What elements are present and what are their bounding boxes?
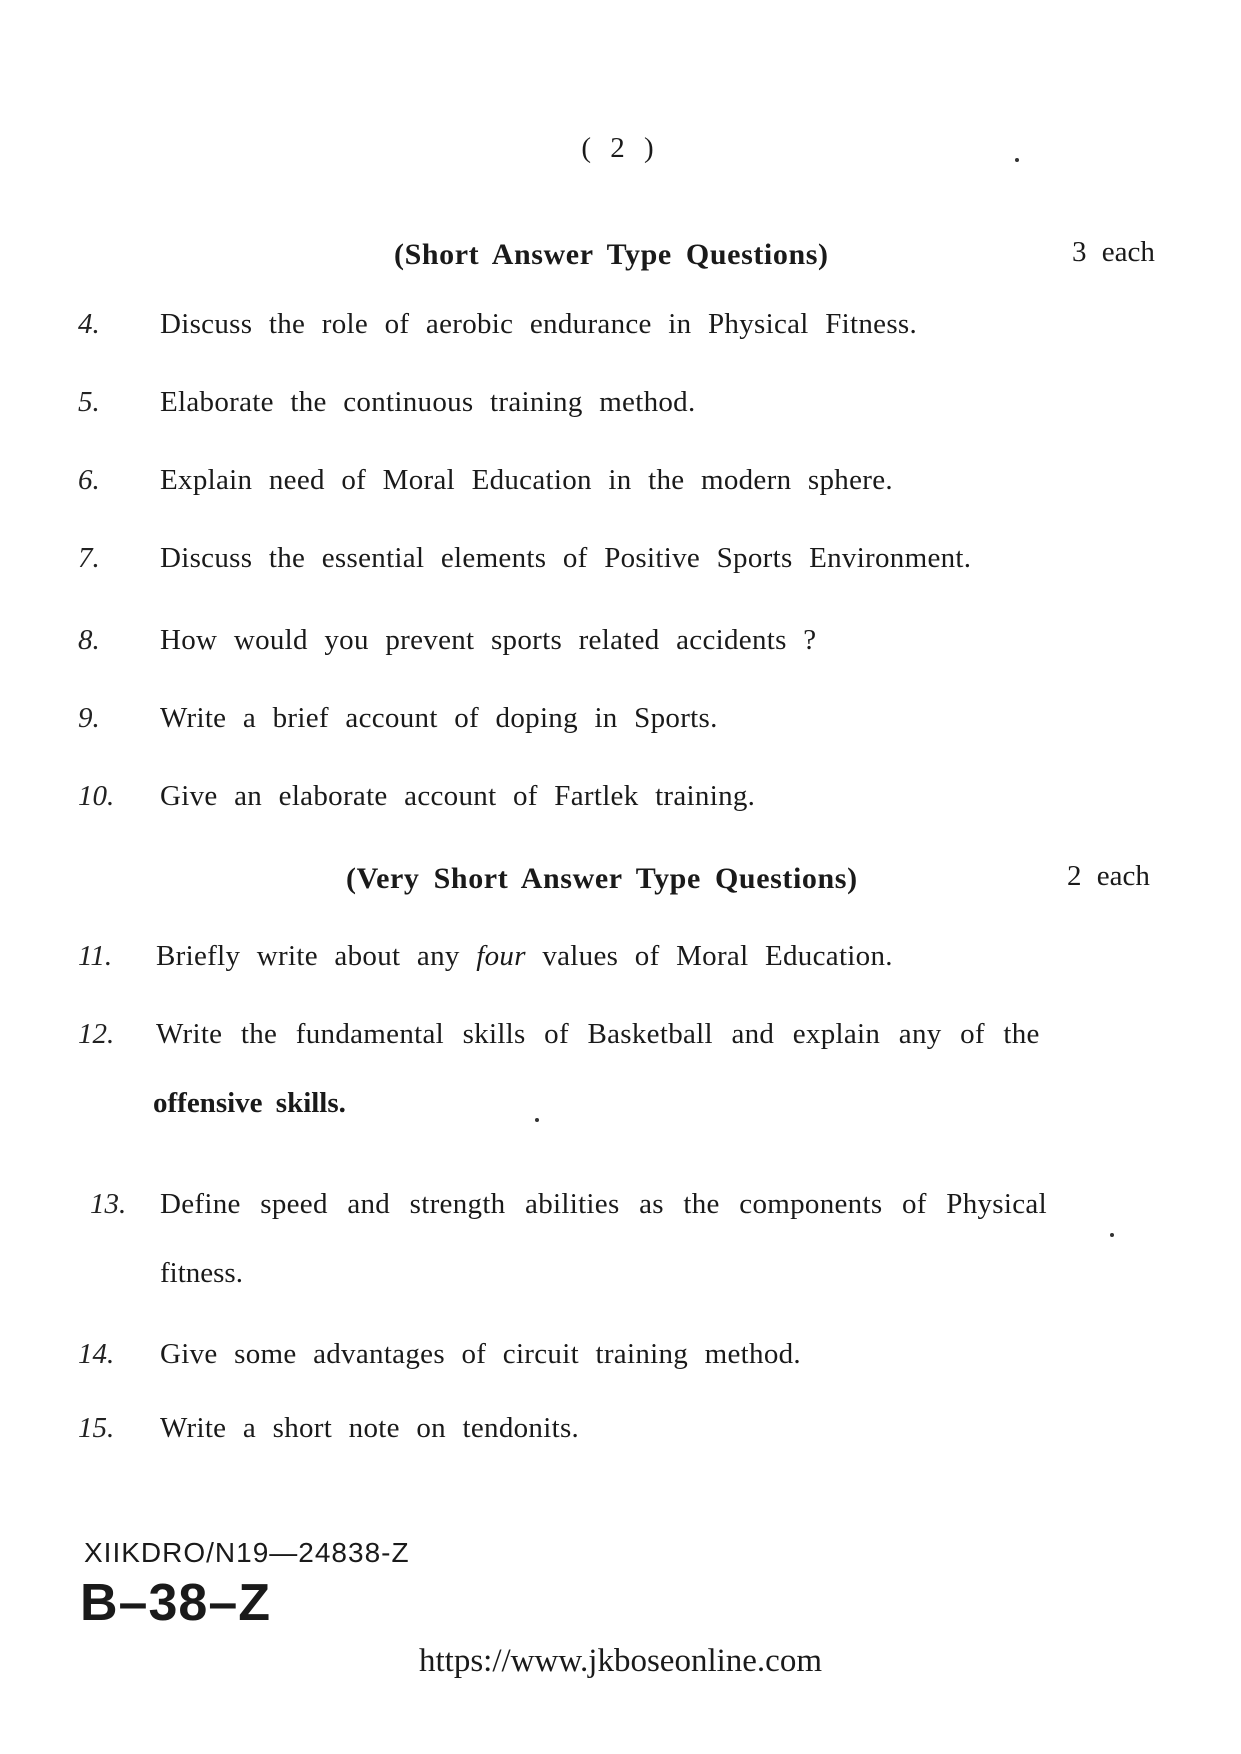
- question-7: [0, 542, 1241, 582]
- section-marks-very-short-answer: 2 each: [1067, 860, 1150, 892]
- question-text: Write a brief account of doping in Sports.: [160, 702, 718, 734]
- question-text: Give some advantages of circuit training method.: [160, 1338, 801, 1370]
- booklet-code: B–38–Z: [80, 1574, 271, 1632]
- question-text: Briefly write about any four values of Moral Education.: [156, 940, 893, 972]
- paper-code: XIIKDRO/N19—24838-Z: [84, 1537, 410, 1568]
- question-13-continuation: fitness.: [160, 1257, 243, 1289]
- stray-dot: [1015, 158, 1019, 162]
- question-13: [0, 1188, 1241, 1228]
- question-text: Discuss the role of aerobic endurance in Physical Fitness.: [160, 308, 918, 340]
- question-number: 14.: [78, 1338, 115, 1370]
- question-number: 15.: [78, 1412, 115, 1444]
- question-12-continuation: offensive skills.: [153, 1087, 346, 1119]
- question-text: How would you prevent sports related accidents ?: [160, 624, 817, 656]
- question-6: [0, 464, 1241, 504]
- stray-dot: [535, 1118, 539, 1122]
- question-number: 11.: [78, 940, 113, 972]
- question-5: [0, 386, 1241, 426]
- question-number: 5.: [78, 386, 100, 418]
- question-text: Write the fundamental skills of Basketball and explain any of the: [156, 1018, 1040, 1050]
- question-12: [0, 1018, 1241, 1058]
- question-4: [0, 308, 1241, 348]
- question-8: [0, 624, 1241, 664]
- section-title-short-answer: (Short Answer Type Questions): [394, 238, 829, 271]
- question-text: Write a short note on tendonits.: [160, 1412, 580, 1444]
- question-10: [0, 780, 1241, 820]
- question-number: 12.: [78, 1018, 115, 1050]
- question-number: 9.: [78, 702, 100, 734]
- question-number: 7.: [78, 542, 100, 574]
- question-number: 10.: [78, 780, 115, 812]
- question-9: [0, 702, 1241, 742]
- page-number: ( 2 ): [581, 132, 660, 164]
- question-number: 4.: [78, 308, 100, 340]
- question-text: Discuss the essential elements of Positive Sports Environment.: [160, 542, 972, 574]
- question-number: 6.: [78, 464, 100, 496]
- website-url: https://www.jkboseonline.com: [419, 1643, 822, 1679]
- stray-dot: [1110, 1233, 1114, 1237]
- question-text: Elaborate the continuous training method.: [160, 386, 696, 418]
- question-text: Explain need of Moral Education in the modern sphere.: [160, 464, 893, 496]
- question-14: [0, 1338, 1241, 1378]
- section-marks-short-answer: 3 each: [1072, 236, 1155, 268]
- question-number: 13.: [90, 1188, 127, 1220]
- question-15: [0, 1412, 1241, 1452]
- question-text: Define speed and strength abilities as the components of Physical: [160, 1188, 1047, 1220]
- question-number: 8.: [78, 624, 100, 656]
- question-text: Give an elaborate account of Fartlek training.: [160, 780, 756, 812]
- emphasis-four: four: [476, 940, 526, 972]
- section-title-very-short-answer: (Very Short Answer Type Questions): [346, 862, 858, 895]
- question-11: [0, 940, 1241, 980]
